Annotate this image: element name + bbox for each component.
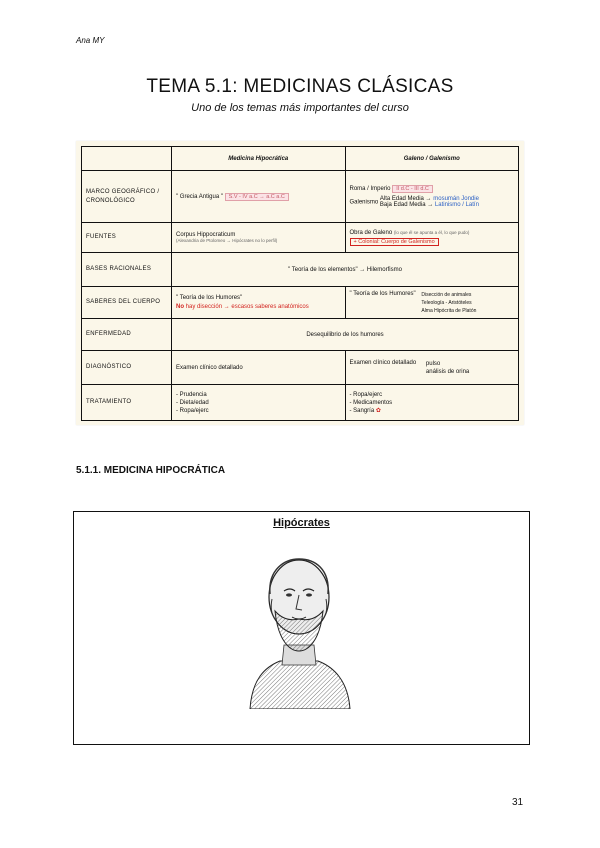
cell-enfermedad: Desequilibrio de los humores	[172, 319, 519, 351]
cell-bases: " Teoría de los elementos" → Hilemorfismo	[172, 253, 519, 287]
cell-saberes-gal	[345, 287, 519, 319]
page-number: 31	[512, 797, 524, 808]
saberes-hip-text: " Teoría de los Humores"	[176, 295, 243, 301]
fuentes-hip-note: (Alexandria de Ptolomeo → Hipócrates no lo perfil)	[176, 238, 278, 243]
row-label-enfermedad: ENFERMEDAD	[82, 319, 172, 351]
page-subtitle: Uno de los temas más importantes del curso	[191, 102, 409, 114]
marco-gal-term: Galenismo	[349, 199, 379, 206]
cell-fuentes-gal	[345, 223, 519, 253]
marco-gal-baja: Baja Edad Media →	[379, 202, 434, 208]
cell-fuentes-hip	[172, 223, 346, 253]
marco-gal-alta-blue: mosumán Jondie	[433, 196, 479, 202]
row-label-marco: MARCO GEOGRÁFICO / CRONOLÓGICO	[82, 171, 172, 223]
saberes-hip-no: No	[176, 304, 184, 310]
saberes-gal-item: Disección de animales	[421, 291, 472, 298]
diagnostico-gal-text: Examen clínico detallado	[349, 359, 417, 366]
section-heading: 5.1.1. MEDICINA HIPOCRÁTICA	[76, 465, 226, 476]
diagnostico-gal-item: pulso	[425, 360, 441, 367]
fuentes-hip-text: Corpus Hippocraticum	[176, 232, 236, 238]
header-hipocratica: Medicina Hipocrática	[172, 147, 346, 171]
cell-marco-hip	[172, 171, 346, 223]
marco-gal-baja-blue: Latinismo / Latín	[434, 202, 479, 208]
cell-saberes-hip	[172, 287, 346, 319]
saberes-hip-red: hay disección → escasos saberes anatómicos	[185, 304, 309, 310]
author-name: Ana MY	[76, 36, 105, 45]
fuentes-gal-tag: + Colonial: Cuerpo de Galenismo	[350, 238, 439, 246]
cell-diagnostico-gal	[345, 351, 519, 385]
row-label-diagnostico: DIAGNÓSTICO	[82, 351, 172, 385]
header-galeno: Galeno / Galenismo	[345, 147, 519, 171]
marco-gal-place: Roma / Imperio	[349, 186, 391, 192]
page-title: TEMA 5.1: MEDICINAS CLÁSICAS	[146, 76, 454, 97]
cell-diagnostico-hip: Examen clínico detallado	[172, 351, 346, 385]
comparison-notes-table	[76, 141, 524, 425]
row-label-tratamiento: TRATAMIENTO	[82, 385, 172, 421]
tratamiento-gal-sangria: - Sangría	[349, 407, 375, 414]
row-label-fuentes: FUENTES	[82, 223, 172, 253]
diagnostico-gal-item: análisis de orina	[425, 368, 470, 375]
saberes-gal-text: " Teoría de los Humores"	[349, 290, 416, 297]
marco-hip-date-tag: S.V - IV a.C → a.C a.C	[225, 193, 289, 201]
cell-marco-gal	[345, 171, 519, 223]
saberes-gal-item: Alma Hipócrita de Platón	[421, 307, 477, 314]
tratamiento-hip-item: - Prudencia	[176, 391, 207, 398]
cell-tratamiento-gal	[345, 385, 519, 421]
row-label-saberes: SABERES DEL CUERPO	[82, 287, 172, 319]
figure-frame	[73, 511, 530, 745]
tratamiento-gal-item: - Ropa/ejerc	[349, 391, 383, 398]
saberes-gal-item: Teleología - Aristóteles	[421, 299, 472, 306]
marco-gal-alta: Alta Edad Media →	[379, 196, 432, 202]
cell-tratamiento-hip	[172, 385, 346, 421]
tratamiento-gal-item: - Medicamentos	[349, 399, 393, 406]
fuentes-gal-text: Obra de Galeno	[349, 229, 393, 236]
row-label-bases: BASES RACIONALES	[82, 253, 172, 287]
drop-icon: ✿	[375, 407, 381, 414]
hippocrates-bust-image	[240, 549, 358, 709]
figure-caption: Hipócrates	[273, 517, 330, 529]
marco-hip-text: " Grecia Antigua "	[176, 193, 223, 200]
fuentes-gal-note: (lo que él se apunta a él, lo que pudo)	[393, 229, 470, 235]
tratamiento-hip-item: - Dieta/edad	[176, 399, 209, 406]
marco-gal-date-tag: II d.C - III d.C	[392, 185, 433, 193]
tratamiento-hip-item: - Ropa/ejerc	[176, 407, 209, 414]
tratamiento-gal-item	[350, 407, 515, 415]
corner-cell	[82, 147, 172, 171]
